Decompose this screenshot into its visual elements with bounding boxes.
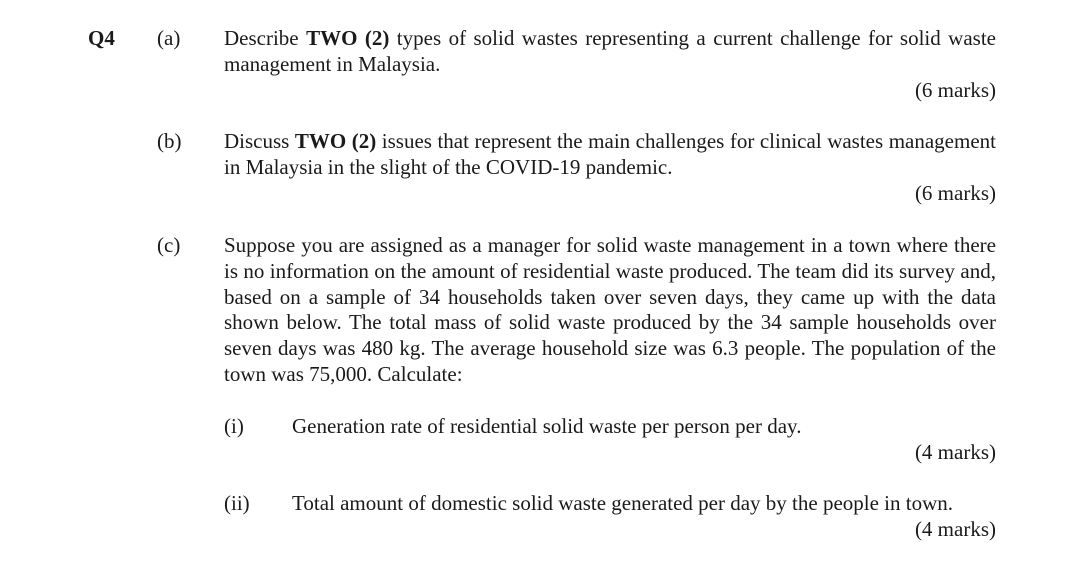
subpart-i-marks: (4 marks) <box>914 440 996 464</box>
part-b-label: (b) <box>157 129 182 153</box>
subpart-ii-text: Total amount of domestic solid waste generated per day by the people in town. <box>292 491 954 515</box>
part-a-text <box>224 26 996 78</box>
part-a-text-seg: Describe <box>224 26 307 50</box>
part-a-marks: (6 marks) <box>914 78 996 102</box>
part-a-text-bold: TWO (2) <box>306 26 390 50</box>
part-a-label: (a) <box>157 26 181 50</box>
subpart-i-text: Generation rate of residential solid waste per person per day. <box>292 414 802 438</box>
subpart-ii-marks: (4 marks) <box>914 517 996 541</box>
part-b-text <box>224 129 996 181</box>
part-a-text-seg: types of solid wastes representing a current challenge for solid waste management in Malaysia. <box>224 26 997 76</box>
part-b-text-seg: issues that represent the main challenges for clinical wastes management in Malaysia in the slight of the COVID-19 pandemic. <box>224 129 996 179</box>
subpart-i-label: (i) <box>224 414 244 438</box>
part-b-marks: (6 marks) <box>914 181 996 205</box>
question-number: Q4 <box>88 26 115 50</box>
part-b-text-bold: TWO (2) <box>294 129 377 153</box>
part-b-text-seg: Discuss <box>224 129 295 153</box>
part-c-text-seg: Suppose you are assigned as a manager for solid waste management in a town where there is no information on the amount of residential waste produced. The team did its survey and, based on a sample of 34 households taken over seven days, they came up with the data shown below. The total mass of solid waste produced by the 34 sample households over seven days was 480 kg. The average household size was 6.3 people. The population of the town was 75,000. Calculate: <box>224 233 996 386</box>
part-c-text <box>224 233 996 388</box>
subpart-ii-label: (ii) <box>224 491 250 515</box>
part-c-label: (c) <box>157 233 181 257</box>
